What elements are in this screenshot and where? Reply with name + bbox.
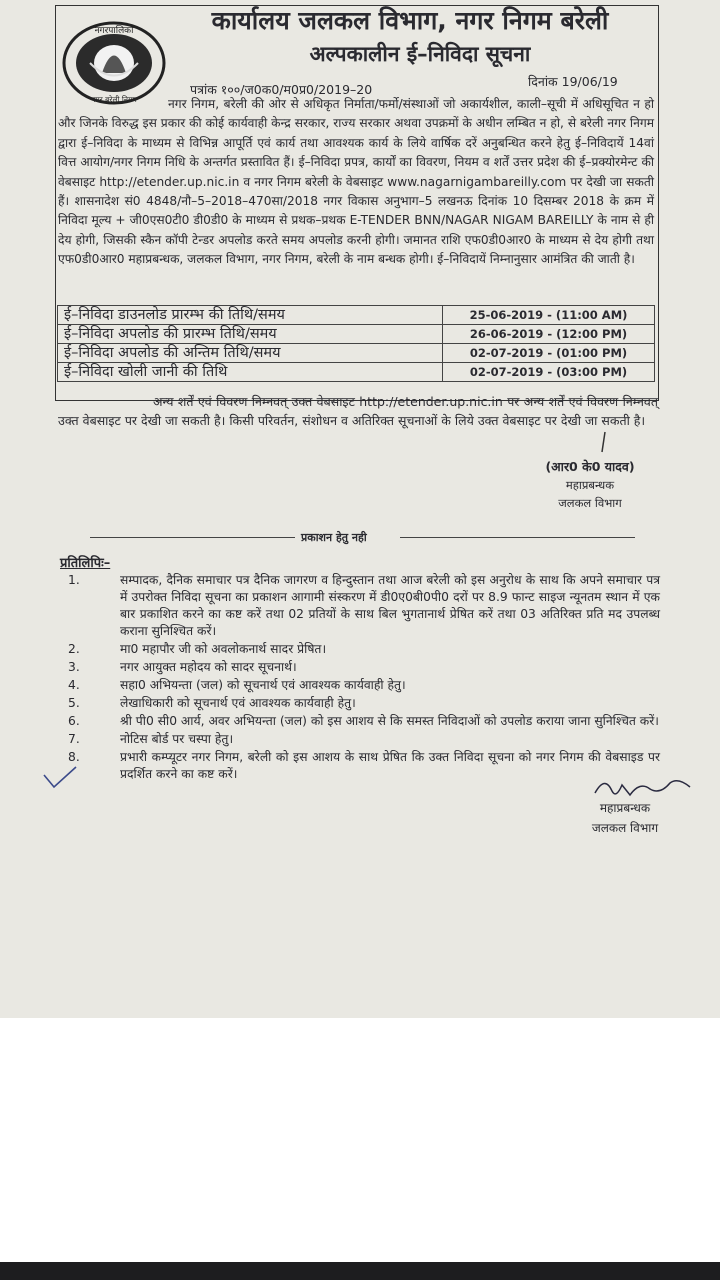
tick-mark-icon bbox=[40, 763, 80, 793]
list-text: प्रभारी कम्प्यूटर नगर निगम, बरेली को इस आशय के साथ प्रेषित कि उक्त निविदा सूचना को नगर निगम की वेबसाइड पर प्रदर्शित करने का कष्ट करें। bbox=[120, 750, 660, 781]
list-number: 4. bbox=[68, 678, 80, 692]
list-number: 5. bbox=[68, 696, 80, 710]
signatory-department: जलकल विभाग bbox=[558, 496, 622, 510]
schedule-value: 26-06-2019 - (12:00 PM) bbox=[443, 325, 655, 344]
list-text: सम्पादक, दैनिक समाचार पत्र दैनिक जागरण व हिन्दुस्तान तथा आज बरेली को इस अनुरोध के साथ कि अपने समाचार पत्र में उपरोक्त निविदा सूचना का प्रकाशन आगामी संस्करण में डी0ए0बी0पी0 दरों पर 8.9 फान्ट साइज न्यूनतम स्थान में एक बार प्रकाशित करने का कष्ट करें तथा 02 प्रतियों के साथ बिल भुगतानार्थ प्रेषित करें तथा 03 अतिरिक्त प्रति मद उपलब्ध कराना सुनिश्चित करें। bbox=[120, 573, 660, 638]
footer-department: जलकल विभाग bbox=[591, 821, 659, 835]
signatory-designation: महाप्रबन्धक bbox=[565, 478, 615, 492]
schedule-label: ई–निविदा अपलोड की अन्तिम तिथि/समय bbox=[58, 344, 443, 363]
signatory-name: (आर0 के0 यादव) bbox=[545, 459, 635, 474]
svg-text:नगर बरेली निगम: नगर बरेली निगम bbox=[91, 95, 137, 104]
terms-paragraph: अन्य शर्तें एवं विवरण निम्नवत् उक्त वेबसाइट http://etender.up.nic.in पर अन्य शर्तें एवं विवरण निम्नवत् उक्त वेबसाइट पर देखी जा सकती है। किसी परिवर्तन, संशोधन व अतिरिक्त सूचनाओं के लिये उक्त वेबसाइट पर देखी जा सकती है। bbox=[58, 394, 658, 428]
publication-note-line bbox=[90, 530, 635, 546]
bottom-edge-band bbox=[0, 1262, 720, 1280]
schedule-row bbox=[58, 325, 655, 344]
list-item bbox=[60, 641, 660, 658]
copy-heading: प्रतिलिपिः– bbox=[60, 556, 111, 571]
list-text: नोटिस बोर्ड पर चस्पा हेतु। bbox=[120, 732, 234, 746]
schedule-row bbox=[58, 344, 655, 363]
schedule-label: ई–निविदा अपलोड की प्रारम्भ तिथि/समय bbox=[58, 325, 443, 344]
list-item bbox=[60, 749, 660, 783]
list-text: मा0 महापौर जी को अवलोकनार्थ सादर प्रेषित। bbox=[120, 642, 327, 656]
office-title: कार्यालय जलकल विभाग, नगर निगम बरेली bbox=[211, 6, 609, 35]
ink-mark bbox=[560, 430, 640, 460]
publication-note: प्रकाशन हेतु नही bbox=[298, 530, 370, 545]
tender-schedule-table bbox=[57, 305, 655, 382]
list-text: नगर आयुक्त महोदय को सादर सूचनार्थ। bbox=[120, 660, 297, 674]
list-item bbox=[60, 731, 660, 748]
footer-designation: महाप्रबन्धक bbox=[599, 801, 651, 815]
list-item bbox=[60, 677, 660, 694]
tender-description: नगर निगम, बरेली की ओर से अधिकृत निर्माता/फर्मो/संस्थाओं जो अकार्यशील, काली–सूची में अधिसूचित न हो और जिनके विरुद्ध इस प्रकार की कोई कार्यवाही केन्द्र सरकार, राज्य सरकार अथवा उपक्रमों के अधीन लम्बित न हो, से बरेली नगर निगम द्वारा ई–निविदा के माध्यम से विभिन्न आपूर्ति एवं कार्य तथा आवश्यक कार्य के लिये वार्षिक दरें अनुबन्धित करने हेतु ई–निविदायें 14वां वित्त आयोग/नगर निगम निधि के अन्तर्गत प्रस्तावित हैं। ई–निविदा प्रपत्र, कार्यों का विवरण, नियम व शर्तें उत्तर प्रदेश की ई–प्रक्योरमेन्ट की वेबसाइट http://etender.up.nic.in व नगर निगम बरेली के वेबसाइट www.nagarnigambareilly.com पर देखी जा सकती हैं। शासनादेश सं0 4848/नौ–5–2018–470सा/2018 नगर विकास अनुभाग–5 लखनऊ दिनांक 10 दिसम्बर 2018 के क्रम में निविदा मूल्य + जी0एस0टी0 डी0डी0 के माध्यम से प्रथक–प्रथक E-TENDER BNN/NAGAR NIGAM BAREILLY के नाम से ही देय होगी, जिसकी स्कैन कॉपी टेन्डर अपलोड करते समय अपलोड करनी होगी। जमानत राशि एफ0डी0आर0 के माध्यम से देय होगी तथा एफ0डी0आर0 महाप्रबन्धक, जलकल विभाग, नगर निगम, बरेली के नाम बन्धक होगी। ई–निविदायें निम्नानुसार आमंत्रित की जाती है। bbox=[58, 97, 654, 267]
schedule-row bbox=[58, 363, 655, 382]
list-number: 3. bbox=[68, 660, 80, 674]
divider bbox=[90, 537, 295, 538]
notice-date: दिनांक 19/06/19 bbox=[528, 74, 618, 89]
schedule-value: 02-07-2019 - (03:00 PM) bbox=[443, 363, 655, 382]
list-text: सहा0 अभियन्ता (जल) को सूचनार्थ एवं आवश्यक कार्यवाही हेतु। bbox=[120, 678, 406, 692]
list-item bbox=[60, 659, 660, 676]
signature-block bbox=[520, 458, 660, 512]
reference-number: पत्रांक १००/ज0क0/म0प्र0/2019–20 bbox=[190, 82, 373, 97]
list-number: 1. bbox=[68, 573, 80, 587]
list-number: 6. bbox=[68, 714, 80, 728]
list-item bbox=[60, 572, 660, 640]
schedule-row bbox=[58, 306, 655, 325]
list-item bbox=[60, 695, 660, 712]
list-number: 8. bbox=[68, 750, 80, 764]
schedule-label: ई–निविदा खोली जानी की तिथि bbox=[58, 363, 443, 382]
list-text: लेखाधिकारी को सूचनार्थ एवं आवश्यक कार्यवाही हेतु। bbox=[120, 696, 356, 710]
list-number: 2. bbox=[68, 642, 80, 656]
schedule-value: 25-06-2019 - (11:00 AM) bbox=[443, 306, 655, 325]
svg-text:नगरपालिका: नगरपालिका bbox=[94, 26, 134, 36]
schedule-label: ई–निविदा डाउनलोड प्रारम्भ की तिथि/समय bbox=[58, 306, 443, 325]
notice-subtitle: अल्पकालीन ई–निविदा सूचना bbox=[309, 42, 531, 66]
copy-list bbox=[60, 572, 660, 784]
list-number: 7. bbox=[68, 732, 80, 746]
schedule-value: 02-07-2019 - (01:00 PM) bbox=[443, 344, 655, 363]
list-text: श्री पी0 सी0 आर्य, अवर अभियन्ता (जल) को इस आशय से कि समस्त निविदाओं को उपलोड कराया जाना सुनिश्चित करें। bbox=[120, 714, 659, 728]
footer-signature-block bbox=[565, 798, 685, 838]
divider bbox=[400, 537, 635, 538]
list-item bbox=[60, 713, 660, 730]
